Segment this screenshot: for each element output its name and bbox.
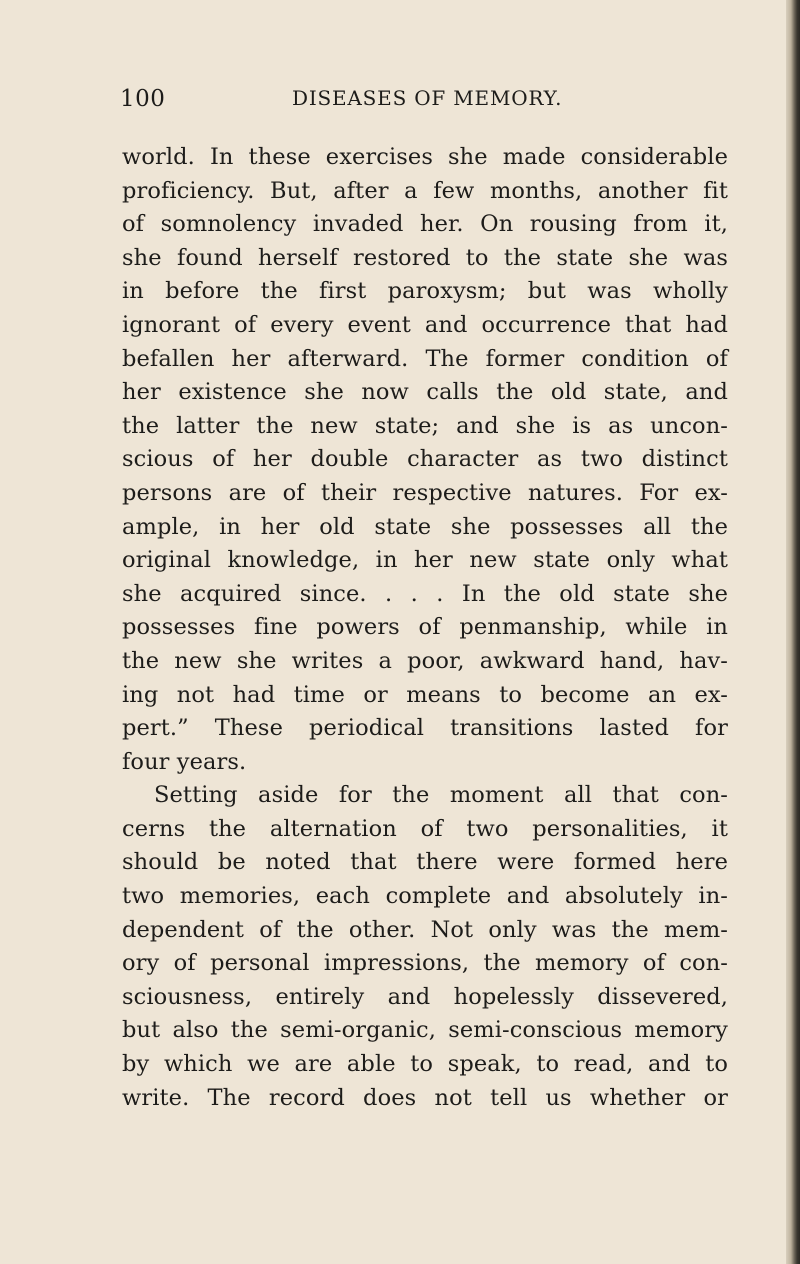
text-line: proficiency. But, after a few months, another fit [122,177,728,204]
text-line: befallen her afterward. The former condition of [122,345,728,372]
text-line: ing not had time or means to become an ex- [122,681,728,708]
text-line: pert.” These periodical transitions lasted for [122,715,728,742]
text-line: cerns the alternation of two personalities, it [122,815,728,842]
text-line: two memories, each complete and absolutely in- [122,883,728,910]
text-line: four years. [122,748,247,775]
text-line: write. The record does not tell us whether or [122,1084,728,1111]
page-edge [786,0,800,1264]
running-head: DISEASES OF MEMORY. [292,86,563,110]
text-line: ample, in her old state she possesses all the [122,513,728,540]
text-line: scious of her double character as two distinct [122,446,728,473]
text-line: the new she writes a poor, awkward hand, hav- [122,647,728,674]
text-line: sciousness, entirely and hopelessly dissevered, [122,983,728,1010]
text-line: should be noted that there were formed here [122,849,728,876]
paragraph-first-line: Setting aside for the moment all that con- [154,782,728,809]
body-text [122,141,728,1115]
text-line: by which we are able to speak, to read, and to [122,1051,728,1078]
text-line: but also the semi-organic, semi-conscious memory [122,1017,728,1044]
text-line: original knowledge, in her new state only what [122,547,728,574]
text-line: ory of personal impressions, the memory of con- [122,950,728,977]
text-line: in before the first paroxysm; but was wholly [122,278,728,305]
text-line: world. In these exercises she made considerable [122,144,728,170]
text-line: she found herself restored to the state she was [122,244,728,271]
page-header [120,86,740,116]
text-line: the latter the new state; and she is as uncon- [122,412,728,439]
text-line: of somnolency invaded her. On rousing from it, [122,211,728,238]
text-line: her existence she now calls the old state, and [122,379,728,406]
text-line: ignorant of every event and occurrence that had [122,311,728,338]
text-line: possesses fine powers of penmanship, while in [122,614,728,641]
text-line: persons are of their respective natures. For ex- [122,479,728,506]
text-line: she acquired since. . . . In the old state she [122,580,728,607]
page-number: 100 [120,86,166,112]
text-line: dependent of the other. Not only was the mem- [122,916,728,943]
